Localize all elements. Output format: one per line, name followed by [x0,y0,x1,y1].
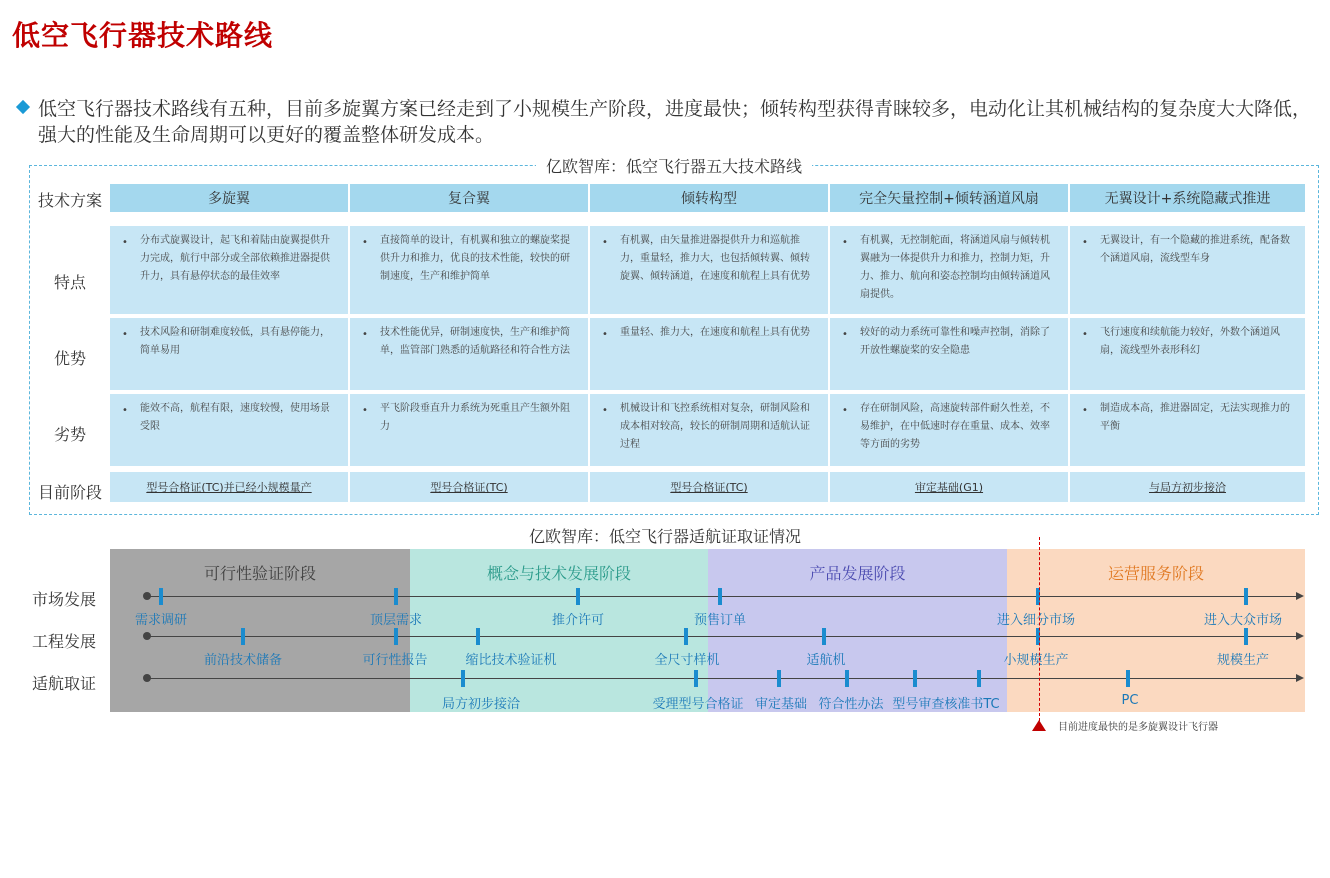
milestone-tick [777,670,781,687]
milestone-tick [694,670,698,687]
disadvantage-cell: • 制造成本高，推进器固定，无法实现推力的平衡 [1070,394,1305,466]
disadvantage-cell: • 存在研制风险，高速旋转部件耐久性差，不易维护，在中低速时存在重量、成本、效率等方面的劣势 [830,394,1068,466]
milestone-tick [241,628,245,645]
intro-text: 低空飞行器技术路线有五种，目前多旋翼方案已经走到了小规模生产阶段，进度最快；倾转构型获得青睐较多，电动化让其机械结构的复杂度大大降低，强大的性能及生命周期可以更好的覆盖整体研发成本。 [38,98,1312,146]
milestone-tick [1126,670,1130,687]
current-progress-line [1039,537,1040,721]
milestone-label: 需求调研 [134,613,188,628]
list-bullet: • [1082,329,1088,340]
list-bullet: • [602,237,608,248]
feature-cell: • 直接简单的设计，有机翼和独立的螺旋桨提供升力和推力，优良的技术性能，较快的研制速度，生产和维护简单 [350,226,588,314]
feature-cell: • 分布式旋翼设计，起飞和着陆由旋翼提供升力完成，航行中部分或全部依赖推进器提供升力，具有悬停状态的最佳效率 [110,226,348,314]
list-bullet: • [842,405,848,416]
milestone-label: 全尺寸样机 [654,653,720,668]
list-bullet: • [122,405,128,416]
row-label-disadvantages: 劣势 [53,425,86,444]
milestone-tick [684,628,688,645]
advantage-cell: • 技术性能优异，研制速度快，生产和维护简单，监管部门熟悉的适航路径和符合性方法 [350,318,588,390]
stage-cell: 与局方初步接洽 [1070,472,1305,502]
list-bullet: • [842,237,848,248]
column-header: 完全矢量控制+倾转涵道风扇 [830,184,1068,212]
progress-note: 目前进度最快的是多旋翼设计飞行器 [1058,722,1218,733]
disadvantage-cell: • 平飞阶段垂直升力系统为死重且产生额外阻力 [350,394,588,466]
list-bullet: • [362,237,368,248]
column-header: 多旋翼 [110,184,348,212]
milestone-tick [576,588,580,605]
milestone-tick [1244,588,1248,605]
milestone-tick [718,588,722,605]
list-bullet: • [602,405,608,416]
stage-cell: 型号合格证(TC) [590,472,828,502]
track-label-engineering: 工程发展 [32,632,97,651]
timeline-start-dot [143,674,151,682]
stage-cell: 审定基础(G1) [830,472,1068,502]
list-bullet: • [1082,405,1088,416]
phase-label: 概念与技术发展阶段 [486,564,631,583]
arrow-right-icon [1296,632,1304,640]
arrow-right-icon [1296,592,1304,600]
milestone-label: 小规模生产 [1003,653,1069,668]
advantage-cell: • 重量轻、推力大，在速度和航程上具有优势 [590,318,828,390]
track-label-market: 市场发展 [32,590,97,609]
milestone-label: 受理型号合格证 [652,697,744,712]
feature-cell: • 无翼设计，有一个隐藏的推进系统，配备数个涵道风扇，流线型车身 [1070,226,1305,314]
phase-band [1007,549,1305,712]
list-bullet: • [122,237,128,248]
phase-band [708,549,1007,712]
list-bullet: • [122,329,128,340]
milestone-label: 前沿技术储备 [203,653,283,668]
milestone-label: 适航机 [806,653,846,668]
triangle-marker-icon [1032,720,1046,731]
track-label-airworthiness: 适航取证 [32,674,97,693]
list-bullet: • [362,405,368,416]
milestone-tick [394,628,398,645]
table-title: 亿欧智库：低空飞行器五大技术路线 [30,154,1318,177]
milestone-label: 顶层需求 [369,613,423,628]
stage-cell: 型号合格证(TC) [350,472,588,502]
page-title: 低空飞行器技术路线 [12,19,274,52]
column-header: 无翼设计+系统隐藏式推进 [1070,184,1305,212]
row-label-stage: 目前阶段 [37,483,102,502]
row-label-advantages: 优势 [53,349,86,368]
milestone-label: 符合性办法 [818,697,884,712]
milestone-tick [476,628,480,645]
milestone-label: 缩比技术验证机 [465,653,557,668]
milestone-label: 预售订单 [693,613,747,628]
arrow-right-icon [1296,674,1304,682]
phase-label: 产品发展阶段 [809,564,906,583]
milestone-label: 进入细分市场 [996,613,1076,628]
disadvantage-cell: • 能效不高，航程有限，速度较慢，使用场景受限 [110,394,348,466]
phase-band [410,549,708,712]
feature-cell: • 有机翼，由矢量推进器提供升力和巡航推力，重量轻，推力大，也包括倾转翼、倾转旋翼、倾转涵道，在速度和航程上具有优势 [590,226,828,314]
tech-route-table [29,157,1319,515]
milestone-label: 推介许可 [551,613,605,628]
milestone-tick [1244,628,1248,645]
milestone-tick [394,588,398,605]
milestone-tick [977,670,981,687]
stage-cell: 型号合格证(TC)并已经小规模量产 [110,472,348,502]
feature-cell: • 有机翼，无控制舵面，将涵道风扇与倾转机翼融为一体提供升力和推力，控制力矩，升力、推力、航向和姿态控制均由倾转涵道风扇提供。 [830,226,1068,314]
milestone-tick [159,588,163,605]
milestone-tick [461,670,465,687]
milestone-tick [845,670,849,687]
advantage-cell: • 较好的动力系统可靠性和噪声控制，消除了开放性螺旋桨的安全隐患 [830,318,1068,390]
phase-label: 运营服务阶段 [1107,564,1204,583]
milestone-label: PC [1121,693,1139,708]
timeline-axis [147,636,1299,637]
milestone-label: 进入大众市场 [1203,613,1283,628]
milestone-label: 规模生产 [1216,653,1270,668]
milestone-label: 局方初步接洽 [441,697,521,712]
advantage-cell: • 飞行速度和续航能力较好，外数个涵道风扇，流线型外表形科幻 [1070,318,1305,390]
row-label-features: 特点 [53,273,86,292]
phase-label: 可行性验证阶段 [203,564,316,583]
list-bullet: • [842,329,848,340]
timeline-start-dot [143,632,151,640]
column-header: 倾转构型 [590,184,828,212]
timeline-axis [147,596,1299,597]
timeline-start-dot [143,592,151,600]
diamond-bullet-icon [16,100,30,114]
disadvantage-cell: • 机械设计和飞控系统相对复杂，研制风险和成本相对较高，较长的研制周期和适航认证过程 [590,394,828,466]
advantage-cell: • 技术风险和研制难度较低，具有悬停能力，简单易用 [110,318,348,390]
intro-paragraph [38,96,1328,148]
milestone-tick [913,670,917,687]
phase-band [110,549,410,712]
milestone-label: 审定基础 [754,697,808,712]
milestone-label: 可行性报告 [362,653,428,668]
timeline-title: 亿欧智库：低空飞行器适航证取证情况 [528,527,801,546]
row-label-scheme: 技术方案 [37,191,102,210]
list-bullet: • [602,329,608,340]
list-bullet: • [362,329,368,340]
milestone-label: 型号审查核准书TC [892,697,1000,712]
milestone-tick [822,628,826,645]
column-header: 复合翼 [350,184,588,212]
list-bullet: • [1082,237,1088,248]
